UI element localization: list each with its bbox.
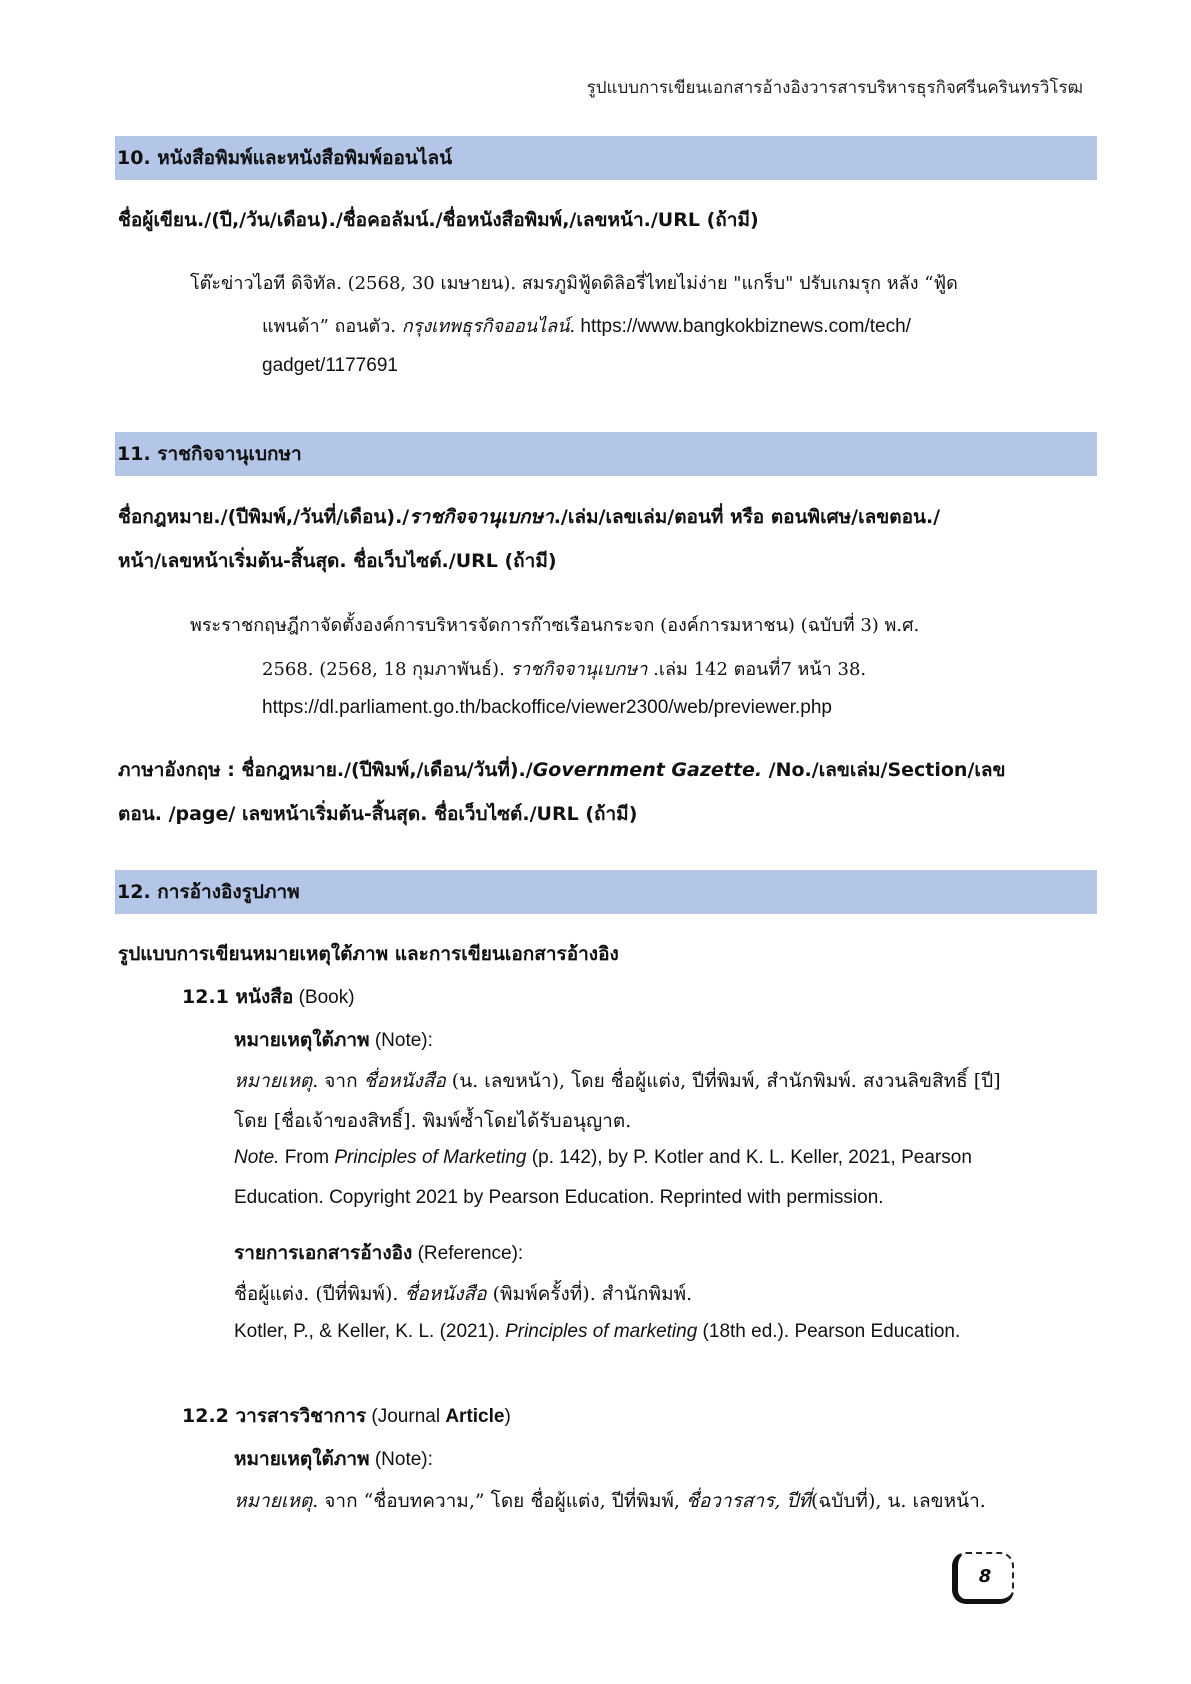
section-10-example-line-1: โต๊ะข่าวไอที ดิจิทัล. (2568, 30 เมษายน). สมรภูมิฟู้ดดิลิอรี่ไทยไม่ง่าย "แกร็บ" ปรับเกมรุก หลัง “ฟู้ด — [190, 273, 958, 294]
section-11-format-line-2: หน้า/เลขหน้าเริ่มต้น-สิ้นสุด. ชื่อเว็บไซต์./URL (ถ้ามี) — [118, 550, 557, 572]
section-12-heading — [115, 870, 1097, 914]
section-11-format-line-1: ชื่อกฎหมาย./(ปีพิมพ์,/วันที่/เดือน)./ราชกิจจานุเบกษา./เล่ม/เลขเล่ม/ตอนที่ หรือ ตอนพิเศษ/เลขตอน./ — [118, 506, 941, 528]
book-note-example-line-2: Education. Copyright 2021 by Pearson Education. Reprinted with permission. — [234, 1187, 884, 1208]
section-12-intro: รูปแบบการเขียนหมายเหตุใต้ภาพ และการเขียนเอกสารอ้างอิง — [118, 943, 619, 965]
book-reference-label: รายการเอกสารอ้างอิง (Reference): — [234, 1242, 524, 1264]
section-11-heading — [115, 432, 1097, 476]
section-11-example-line-2: 2568. (2568, 18 กุมภาพันธ์). ราชกิจจานุเบกษา .เล่ม 142 ตอนที่7 หน้า 38. — [262, 659, 867, 680]
section-10-heading — [115, 136, 1097, 180]
section-12-title: 12. การอ้างอิงรูปภาพ — [117, 881, 300, 903]
section-11-english-format-line-1: ภาษาอังกฤษ : ชื่อกฎหมาย./(ปีพิมพ์,/เดือน/วันที่)./Government Gazette. /No./เลขเล่ม/Section/เลข — [118, 759, 1006, 781]
journal-note-label: หมายเหตุใต้ภาพ (Note): — [234, 1448, 433, 1470]
book-reference-example: Kotler, P., & Keller, K. L. (2021). Principles of marketing (18th ed.). Pearson Education. — [234, 1321, 961, 1342]
page-header: รูปแบบการเขียนเอกสารอ้างอิงวารสารบริหารธุรกิจศรีนครินทรวิโรฒ — [586, 78, 1083, 98]
section-10-example-line-3: gadget/1177691 — [262, 355, 398, 376]
book-subheading: 12.1 หนังสือ (Book) — [182, 986, 355, 1008]
book-note-format-line-1: หมายเหตุ. จาก ชื่อหนังสือ (น. เลขหน้า), โดย ชื่อผู้แต่ง, ปีที่พิมพ์, สำนักพิมพ์. สงวนลิขสิทธิ์ [ปี] — [234, 1070, 1001, 1092]
page-number-box — [952, 1552, 1014, 1604]
section-10-example-line-2: แพนด้า” ถอนตัว. กรุงเทพธุรกิจออนไลน์. https://www.bangkokbiznews.com/tech/ — [262, 316, 911, 337]
section-10-format: ชื่อผู้เขียน./(ปี,/วัน/เดือน)./ชื่อคอลัมน์./ชื่อหนังสือพิมพ์,/เลขหน้า./URL (ถ้ามี) — [118, 209, 759, 231]
page-number: 8 — [978, 1566, 992, 1587]
book-note-format-line-2: โดย [ชื่อเจ้าของสิทธิ์]. พิมพ์ซ้ำโดยได้รับอนุญาต. — [234, 1110, 632, 1132]
section-11-english-format-line-2: ตอน. /page/ เลขหน้าเริ่มต้น-สิ้นสุด. ชื่อเว็บไซต์./URL (ถ้ามี) — [118, 803, 638, 825]
book-reference-format: ชื่อผู้แต่ง. (ปีที่พิมพ์). ชื่อหนังสือ (พิมพ์ครั้งที่). สำนักพิมพ์. — [234, 1283, 693, 1305]
section-11-example-line-3: https://dl.parliament.go.th/backoffice/viewer2300/web/previewer.php — [262, 697, 832, 718]
section-11-title: 11. ราชกิจจานุเบกษา — [117, 443, 302, 465]
journal-note-format: หมายเหตุ. จาก “ชื่อบทความ,” โดย ชื่อผู้แต่ง, ปีที่พิมพ์, ชื่อวารสาร, ปีที่(ฉบับที่), น. เลขหน้า. — [234, 1490, 986, 1512]
section-11-example-line-1: พระราชกฤษฎีกาจัดตั้งองค์การบริหารจัดการก๊าซเรือนกระจก (องค์การมหาชน) (ฉบับที่ 3) พ.ศ. — [190, 615, 920, 636]
book-note-label: หมายเหตุใต้ภาพ (Note): — [234, 1029, 433, 1051]
book-note-example-line-1: Note. From Principles of Marketing (p. 142), by P. Kotler and K. L. Keller, 2021, Pearson — [234, 1147, 972, 1168]
journal-subheading: 12.2 วารสารวิชาการ (Journal Article) — [182, 1405, 511, 1427]
section-10-title: 10. หนังสือพิมพ์และหนังสือพิมพ์ออนไลน์ — [117, 147, 453, 169]
